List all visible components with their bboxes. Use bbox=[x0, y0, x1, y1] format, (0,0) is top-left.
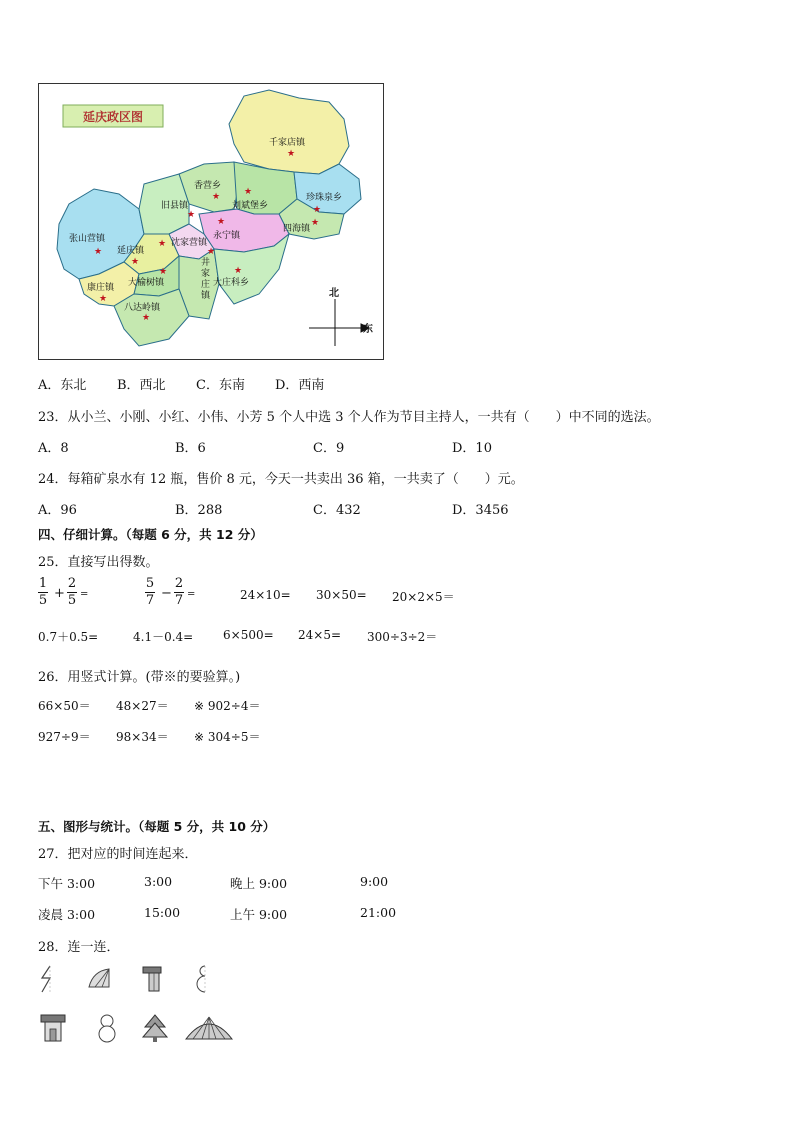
denominator: 7 bbox=[174, 593, 184, 608]
star-icon: ★ bbox=[207, 247, 216, 257]
star-icon: ★ bbox=[99, 294, 108, 304]
q27-time-3: 晚上 9:00 bbox=[230, 876, 288, 891]
q25-expr-7: 4.1－0.4= bbox=[133, 630, 194, 644]
star-icon: ★ bbox=[313, 205, 322, 215]
svg-text:井: 井 bbox=[201, 258, 211, 268]
q27-time-2: 3:00 bbox=[144, 874, 173, 889]
q23-option-a: A．8 bbox=[38, 441, 69, 456]
section5-heading: 五、图形与统计。（每题 5 分，共 10 分） bbox=[38, 819, 276, 834]
town-label-dazhuangke: 大庄科乡 bbox=[213, 278, 250, 288]
star-icon: ★ bbox=[311, 218, 320, 228]
section4-heading: 四、仔细计算。（每题 6 分，共 12 分） bbox=[38, 527, 263, 542]
numerator: 1 bbox=[38, 576, 48, 591]
town-label-badaling: 八达岭镇 bbox=[124, 303, 161, 313]
q27-text: 27．把对应的时间连起来． bbox=[38, 847, 198, 862]
map-svg bbox=[39, 84, 383, 359]
tree-icon bbox=[141, 1013, 169, 1043]
town-label-yongning: 永宁镇 bbox=[213, 231, 241, 241]
q25-expr-8: 6×500= bbox=[223, 628, 274, 642]
q25-expr-10: 300÷3÷2＝ bbox=[367, 630, 438, 644]
denominator: 5 bbox=[67, 593, 77, 608]
town-label-jingzhuang bbox=[201, 256, 211, 301]
q28-text: 28．连一连． bbox=[38, 940, 120, 955]
star-icon: ★ bbox=[142, 313, 151, 323]
umbrella-icon bbox=[184, 1013, 234, 1043]
numerator: 2 bbox=[67, 576, 77, 591]
q27-time-8: 21:00 bbox=[360, 905, 397, 920]
denominator: 7 bbox=[145, 593, 155, 608]
q23-text: 23．从小兰、小刚、小红、小伟、小芳 5 个人中选 3 个人作为节目主持人，一共有（ ）中不同的选法。 bbox=[38, 410, 660, 425]
star-icon: ★ bbox=[158, 239, 167, 249]
compass bbox=[309, 299, 369, 346]
svg-text:庄: 庄 bbox=[201, 280, 211, 290]
q27-time-7: 上午 9:00 bbox=[230, 907, 288, 922]
q25-frac1-first bbox=[38, 577, 48, 608]
town-label-jiuxian: 旧县镇 bbox=[161, 201, 189, 211]
q25-frac2-op: − bbox=[161, 586, 172, 601]
q25-text: 25．直接写出得数。 bbox=[38, 555, 159, 570]
q26-expr-6: ※ 304÷5＝ bbox=[194, 730, 261, 744]
q26-expr-5: 98×34＝ bbox=[116, 730, 169, 744]
q22-option-b: B．西北 bbox=[117, 378, 166, 393]
house-half-icon bbox=[141, 965, 163, 993]
numerator: 2 bbox=[174, 576, 184, 591]
q25-frac2-second bbox=[174, 577, 184, 608]
star-icon: ★ bbox=[131, 257, 140, 267]
map-title: 延庆政区图 bbox=[82, 110, 144, 124]
numerator: 5 bbox=[145, 576, 155, 591]
star-icon: ★ bbox=[187, 210, 196, 220]
house-icon bbox=[40, 1013, 66, 1043]
star-icon: ★ bbox=[234, 266, 243, 276]
star-icon: ★ bbox=[244, 187, 253, 197]
q24-option-b: B．288 bbox=[175, 503, 223, 518]
q27-time-1: 下午 3:00 bbox=[38, 876, 96, 891]
svg-text:家: 家 bbox=[201, 269, 211, 279]
region-qianjiadian bbox=[229, 90, 349, 174]
q25-frac2-first bbox=[145, 577, 155, 608]
q25-frac1-op: + bbox=[54, 586, 65, 601]
town-label-zhenzhuquan: 珍珠泉乡 bbox=[306, 193, 343, 203]
q27-time-4: 9:00 bbox=[360, 874, 389, 889]
q25-expr-6: 0.7＋0.5= bbox=[38, 630, 99, 644]
star-icon: ★ bbox=[94, 247, 103, 257]
town-label-dayushu: 大榆树镇 bbox=[128, 278, 165, 288]
q24-text: 24．每箱矿泉水有 12 瓶，售价 8 元，今天一共卖出 36 箱，一共卖了（ ）元。 bbox=[38, 472, 524, 487]
q26-text: 26．用竖式计算。(带※的要验算。) bbox=[38, 670, 241, 685]
star-icon: ★ bbox=[287, 149, 296, 159]
town-label-xiangying: 香营乡 bbox=[194, 181, 222, 191]
q23-option-c: C．9 bbox=[313, 441, 345, 456]
q25-frac1-second bbox=[67, 577, 77, 608]
town-label-qianjiadian: 千家店镇 bbox=[269, 138, 306, 148]
yanqing-district-map bbox=[38, 83, 384, 360]
town-label-kangzhuang: 康庄镇 bbox=[87, 283, 115, 293]
town-label-liubinbao: 刘斌堡乡 bbox=[232, 201, 269, 211]
q26-expr-3: ※ 902÷4＝ bbox=[194, 699, 261, 713]
town-label-shenjiaying: 沈家营镇 bbox=[171, 238, 208, 248]
star-icon: ★ bbox=[217, 217, 226, 227]
q23-option-d: D．10 bbox=[452, 441, 492, 456]
umbrella-half-icon bbox=[87, 965, 113, 993]
q25-expr-9: 24×5= bbox=[298, 628, 342, 642]
town-label-yanqing: 延庆镇 bbox=[117, 246, 145, 256]
lightning-half-icon bbox=[38, 964, 60, 994]
town-label-zhangshanying: 张山营镇 bbox=[69, 234, 106, 244]
q23-option-b: B．6 bbox=[175, 441, 206, 456]
q22-option-a: A．东北 bbox=[38, 378, 87, 393]
q26-expr-2: 48×27＝ bbox=[116, 699, 169, 713]
snowman-half-icon bbox=[193, 964, 211, 994]
denominator: 5 bbox=[38, 593, 48, 608]
q27-time-6: 15:00 bbox=[144, 905, 181, 920]
q25-expr-4: 30×50= bbox=[316, 588, 367, 602]
q27-time-5: 凌晨 3:00 bbox=[38, 907, 96, 922]
compass-north-label: 北 bbox=[329, 288, 339, 299]
q22-option-c: C．东南 bbox=[196, 378, 245, 393]
snowman-icon bbox=[96, 1013, 118, 1043]
q24-option-a: A．96 bbox=[38, 503, 77, 518]
q25-expr-5: 20×2×5＝ bbox=[392, 590, 455, 604]
q26-expr-1: 66×50＝ bbox=[38, 699, 91, 713]
q22-option-d: D．西南 bbox=[275, 378, 325, 393]
star-icon: ★ bbox=[159, 267, 168, 277]
town-label-sihai: 四海镇 bbox=[283, 224, 311, 234]
compass-east-label: 东 bbox=[363, 324, 373, 335]
q24-option-c: C．432 bbox=[313, 503, 361, 518]
star-icon: ★ bbox=[212, 192, 221, 202]
q25-frac2-eq: = bbox=[187, 589, 196, 600]
svg-text:镇: 镇 bbox=[201, 291, 211, 301]
q24-option-d: D．3456 bbox=[452, 503, 509, 518]
q25-expr-3: 24×10= bbox=[240, 588, 291, 602]
q26-expr-4: 927÷9＝ bbox=[38, 730, 91, 744]
q25-frac1-eq: = bbox=[80, 589, 89, 600]
